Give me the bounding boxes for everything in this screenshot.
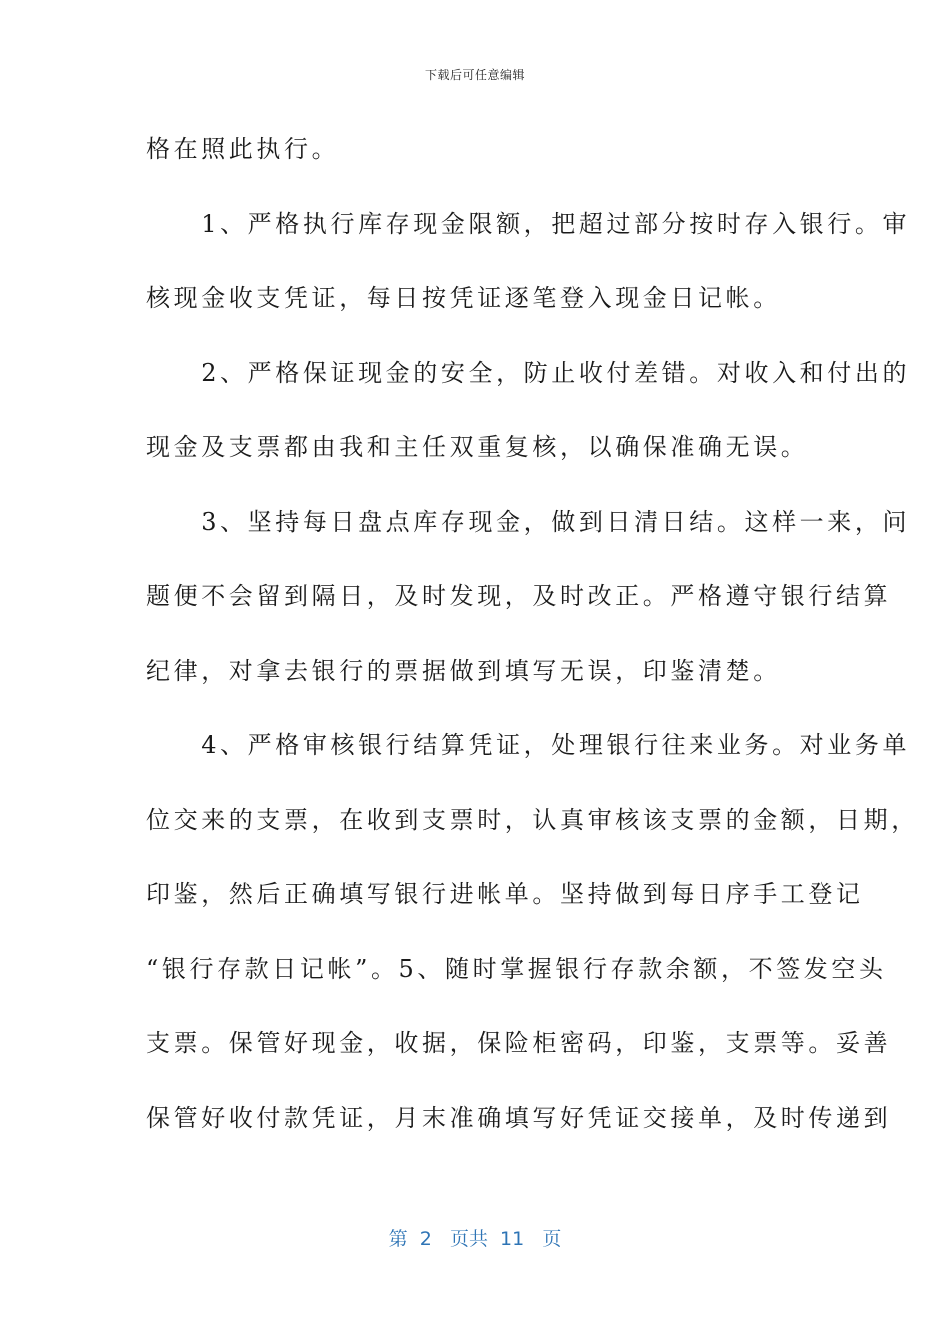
current-page-number: 2 [419, 1228, 432, 1250]
body-line: “银行存款日记帐”。5、随时掌握银行存款余额，不签发空头 [146, 954, 887, 983]
page-header-note: 下载后可任意编辑 [424, 68, 525, 82]
body-line: 2、严格保证现金的安全，防止收付差错。对收入和付出的 [146, 358, 911, 387]
body-line: 题便不会留到隔日，及时发现，及时改正。严格遵守银行结算 [146, 582, 892, 610]
body-line: 3、坚持每日盘点库存现金，做到日清日结。这样一来，问 [146, 507, 911, 536]
document-body [146, 112, 919, 1155]
body-line: 格在照此执行。 [146, 135, 340, 163]
body-line: 核现金收支凭证，每日按凭证逐笔登入现金日记帐。 [146, 284, 781, 312]
body-line: 纪律，对拿去银行的票据做到填写无误，印鉴清楚。 [146, 656, 781, 685]
body-line: 位交来的支票，在收到支票时，认真审核该支票的金额，日期， [146, 805, 919, 834]
page-number-mid: 页共 [449, 1228, 488, 1250]
total-pages-number: 11 [500, 1228, 525, 1250]
body-line: 现金及支票都由我和主任双重复核，以确保准确无误。 [146, 433, 809, 461]
page-number-prefix: 第 [388, 1228, 408, 1250]
body-line: 1、严格执行库存现金限额，把超过部分按时存入银行。审 [146, 209, 911, 238]
body-line: 保管好收付款凭证，月末准确填写好凭证交接单，及时传递到 [146, 1103, 892, 1132]
body-line: 4、严格审核银行结算凭证，处理银行往来业务。对业务单 [146, 731, 911, 759]
page-number-suffix: 页 [542, 1228, 562, 1250]
body-line: 支票。保管好现金，收据，保险柜密码，印鉴，支票等。妥善 [146, 1029, 892, 1057]
page-footer [0, 1224, 950, 1251]
body-line: 印鉴，然后正确填写银行进帐单。坚持做到每日序手工登记 [146, 880, 864, 908]
